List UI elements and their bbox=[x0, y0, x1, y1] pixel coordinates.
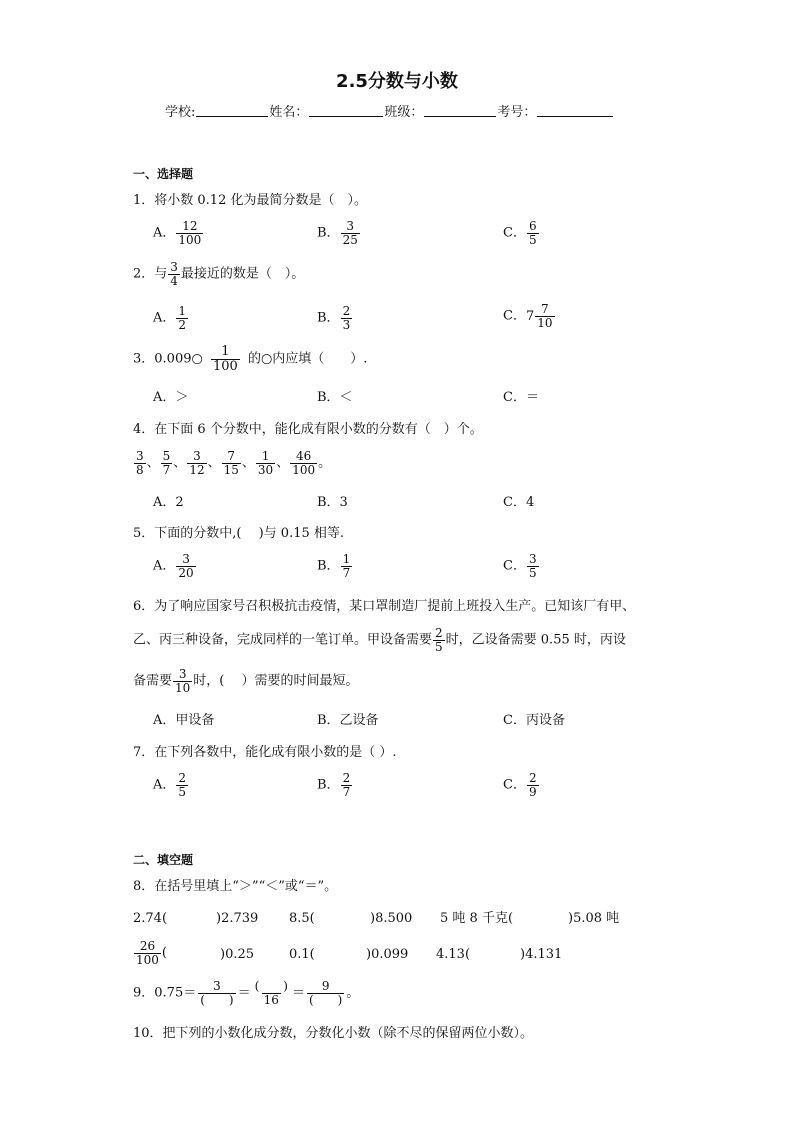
q8-row-2-b-right: )0.099 bbox=[366, 947, 409, 962]
denominator: 100 bbox=[292, 462, 316, 477]
numerator: 3 bbox=[136, 449, 144, 463]
option-label: A． bbox=[153, 225, 176, 241]
q8-row-1-c-right: )5.08 吨 bbox=[568, 911, 620, 926]
numerator: 5 bbox=[162, 449, 171, 463]
fraction bbox=[222, 450, 241, 476]
fraction bbox=[198, 980, 235, 1006]
denominator: 100 bbox=[212, 358, 238, 374]
q1-option-a[interactable] bbox=[153, 220, 204, 246]
number-label: 考号： bbox=[497, 105, 537, 120]
denominator: 15 bbox=[223, 462, 239, 477]
numerator: 1 bbox=[342, 552, 351, 566]
q4-option-b[interactable]: B．3 bbox=[317, 495, 348, 510]
open-paren: ( bbox=[161, 945, 167, 961]
numerator: 3 bbox=[170, 260, 178, 274]
numerator: 1 bbox=[221, 344, 230, 359]
denominator: 8 bbox=[136, 462, 144, 477]
fraction bbox=[134, 450, 146, 476]
q7-option-c[interactable] bbox=[503, 772, 540, 798]
fraction bbox=[307, 980, 344, 1006]
q7-option-a[interactable] bbox=[153, 772, 189, 798]
option-label: A． bbox=[153, 777, 176, 793]
name-blank[interactable] bbox=[309, 115, 383, 117]
q5-option-c[interactable] bbox=[503, 553, 540, 579]
numerator: 3 bbox=[213, 979, 221, 993]
option-label: B． bbox=[317, 225, 340, 241]
fraction bbox=[176, 220, 203, 246]
q6-option-b[interactable]: B．乙设备 bbox=[317, 713, 379, 728]
option-label: B． bbox=[317, 558, 340, 574]
question-text: 3．0.009○ bbox=[133, 351, 203, 367]
denominator: 5 bbox=[528, 565, 537, 580]
q8-row-2-b-left: 0.1( bbox=[289, 947, 315, 962]
denominator: 2 bbox=[178, 317, 187, 332]
question-7-text: 7．在下列各数中，能化成有限小数的是（ ）. bbox=[133, 745, 397, 760]
option-label: C． bbox=[503, 308, 526, 324]
section-heading-choice: 一、选择题 bbox=[133, 167, 194, 181]
question-4-text: 4．在下面 6 个分数中，能化成有限小数的分数有（ ）个。 bbox=[133, 422, 483, 437]
end-mark: 。 bbox=[318, 455, 332, 471]
equals-sign: ＝ bbox=[291, 985, 305, 1001]
numerator: 3 bbox=[182, 552, 190, 566]
q3-option-a[interactable]: A．＞ bbox=[153, 390, 189, 405]
denominator-blank[interactable]: ( ) bbox=[309, 992, 343, 1007]
denominator: 16 bbox=[263, 992, 279, 1007]
numerator: 9 bbox=[321, 979, 330, 993]
numerator: 12 bbox=[182, 219, 198, 233]
fraction bbox=[433, 627, 445, 653]
question-1-text: 1．将小数 0.12 化为最简分数是（ ）。 bbox=[133, 193, 367, 208]
fraction bbox=[527, 220, 539, 246]
fraction bbox=[161, 450, 173, 476]
denominator: 9 bbox=[528, 784, 537, 799]
numerator: 2 bbox=[342, 771, 351, 785]
question-2-text bbox=[133, 261, 304, 287]
fraction bbox=[134, 940, 161, 966]
q4-option-c[interactable]: C．4 bbox=[503, 495, 535, 510]
option-label: B． bbox=[317, 777, 340, 793]
q1-option-c[interactable] bbox=[503, 220, 540, 246]
numerator: 3 bbox=[178, 667, 187, 681]
fraction bbox=[187, 450, 206, 476]
separator: 、 bbox=[241, 455, 255, 471]
denominator: 10 bbox=[537, 315, 553, 330]
q3-option-c[interactable]: C．＝ bbox=[503, 390, 539, 405]
q2-option-a[interactable] bbox=[153, 305, 189, 331]
q6-option-c[interactable]: C．丙设备 bbox=[503, 713, 565, 728]
option-label: C． bbox=[503, 777, 526, 793]
denominator: 7 bbox=[342, 784, 351, 799]
question-8-text: 8．在括号里填上“＞”“＜”或“＝”。 bbox=[133, 879, 338, 894]
separator: 、 bbox=[207, 455, 221, 471]
numerator-blank[interactable]: ( ) bbox=[254, 979, 288, 993]
q8-row-1-a-left: 2.74( bbox=[133, 911, 168, 926]
q2-option-c[interactable] bbox=[503, 303, 556, 329]
numerator: 3 bbox=[193, 449, 201, 463]
fraction bbox=[173, 668, 192, 694]
denominator-blank[interactable]: ( ) bbox=[200, 992, 234, 1007]
number-blank[interactable] bbox=[537, 115, 613, 117]
option-label: C． bbox=[503, 225, 526, 241]
class-blank[interactable] bbox=[424, 115, 496, 117]
numerator: 26 bbox=[139, 939, 156, 953]
denominator: 5 bbox=[178, 784, 187, 799]
option-label: A． bbox=[153, 558, 176, 574]
numerator: 46 bbox=[296, 449, 312, 463]
fraction bbox=[527, 553, 539, 579]
numerator: 3 bbox=[346, 219, 355, 233]
fraction bbox=[341, 305, 353, 331]
q4-option-a[interactable]: A．2 bbox=[153, 495, 184, 510]
denominator: 5 bbox=[528, 232, 537, 247]
numerator: 7 bbox=[541, 302, 549, 316]
fraction bbox=[341, 220, 360, 246]
numerator: 2 bbox=[178, 771, 187, 785]
fraction bbox=[527, 772, 539, 798]
whole-part: 7 bbox=[525, 308, 535, 324]
q8-row-1-b-left: 8.5( bbox=[289, 911, 315, 926]
question-9-equation bbox=[133, 980, 359, 1006]
q2-option-b[interactable] bbox=[317, 305, 353, 331]
question-text: 最接近的数是（ ）。 bbox=[180, 266, 305, 282]
mixed-number bbox=[526, 303, 556, 329]
fraction bbox=[176, 772, 188, 798]
option-label: A． bbox=[153, 310, 176, 326]
section-heading-fill: 二、填空题 bbox=[133, 853, 194, 867]
fraction bbox=[176, 305, 188, 331]
fraction bbox=[341, 772, 353, 798]
denominator: 100 bbox=[178, 232, 202, 247]
equals-sign: ＝ bbox=[237, 985, 251, 1001]
q5-option-a[interactable] bbox=[153, 553, 197, 579]
student-info-line bbox=[165, 106, 614, 119]
question-6-line-3 bbox=[133, 668, 359, 694]
separator: 、 bbox=[146, 455, 160, 471]
denominator: 3 bbox=[342, 317, 351, 332]
denominator: 7 bbox=[342, 565, 351, 580]
denominator: 12 bbox=[189, 462, 205, 477]
q8-row-1-a-right: )2.739 bbox=[216, 911, 259, 926]
question-10-text: 10．把下列的小数化成分数，分数化小数（除不尽的保留两位小数）。 bbox=[133, 1026, 534, 1041]
q6-option-a[interactable]: A．甲设备 bbox=[153, 713, 215, 728]
question-3-text bbox=[133, 345, 367, 373]
question-text: 9．0.75＝ bbox=[133, 985, 197, 1001]
numerator: 6 bbox=[528, 219, 537, 233]
fraction bbox=[256, 450, 275, 476]
question-text: 时，乙设备需要 0.55 时，丙设 bbox=[445, 632, 626, 648]
end-mark: 。 bbox=[346, 985, 360, 1001]
denominator: 7 bbox=[162, 462, 171, 477]
question-text: 的○内应填（ ）. bbox=[247, 351, 368, 367]
fraction bbox=[253, 980, 290, 1006]
numerator: 2 bbox=[528, 771, 537, 785]
q5-option-b[interactable] bbox=[317, 553, 353, 579]
option-label: C． bbox=[503, 558, 526, 574]
question-5-text: 5．下面的分数中,( )与 0.15 相等. bbox=[133, 526, 345, 541]
fraction bbox=[535, 303, 554, 329]
denominator: 10 bbox=[175, 680, 191, 695]
q7-option-b[interactable] bbox=[317, 772, 353, 798]
separator: 、 bbox=[276, 455, 290, 471]
class-label: 班级： bbox=[384, 105, 424, 120]
q8-row-2-c-left: 4.13( bbox=[436, 947, 471, 962]
fraction bbox=[290, 450, 317, 476]
question-text: 乙、丙三种设备，完成同样的一笔订单。甲设备需要 bbox=[133, 632, 433, 648]
option-label: B． bbox=[317, 310, 340, 326]
q3-option-b[interactable]: B．＜ bbox=[317, 390, 353, 405]
numerator: 1 bbox=[261, 449, 270, 463]
question-6-line-2 bbox=[133, 627, 626, 653]
numerator: 2 bbox=[435, 626, 443, 640]
q1-option-b[interactable] bbox=[317, 220, 361, 246]
school-label: 学校: bbox=[165, 105, 196, 120]
q8-row-1-c-left: 5 吨 8 千克( bbox=[440, 911, 514, 926]
q4-fraction-list bbox=[133, 450, 331, 476]
numerator: 3 bbox=[528, 552, 537, 566]
name-label: 姓名： bbox=[269, 105, 309, 120]
question-text: 备需要 bbox=[133, 673, 173, 689]
fraction bbox=[176, 553, 195, 579]
q8-row-2-c-right: )4.131 bbox=[520, 947, 563, 962]
fraction bbox=[211, 345, 240, 373]
numerator: 7 bbox=[227, 449, 236, 463]
q8-row-1-b-right: )8.500 bbox=[370, 911, 413, 926]
denominator: 100 bbox=[136, 952, 159, 967]
fraction bbox=[168, 261, 180, 287]
q8-row-2-a-right: )0.25 bbox=[220, 947, 255, 962]
question-6-line-1: 6．为了响应国家号召积极抗击疫情，某口罩制造厂提前上班投入生产。已知该厂有甲、 bbox=[133, 599, 636, 614]
separator: 、 bbox=[173, 455, 187, 471]
page-title: 2.5分数与小数 bbox=[336, 71, 458, 92]
denominator: 20 bbox=[178, 565, 194, 580]
question-text: 2．与 bbox=[133, 266, 168, 282]
denominator: 4 bbox=[170, 273, 178, 288]
question-text: 时，( ）需要的时间最短。 bbox=[193, 673, 359, 689]
school-blank[interactable] bbox=[196, 115, 268, 117]
fraction bbox=[341, 553, 353, 579]
numerator: 2 bbox=[342, 304, 351, 318]
q8-row-2-a-left bbox=[133, 940, 167, 966]
denominator: 5 bbox=[435, 639, 443, 654]
numerator: 1 bbox=[178, 304, 187, 318]
denominator: 25 bbox=[342, 232, 358, 247]
denominator: 30 bbox=[257, 462, 274, 477]
